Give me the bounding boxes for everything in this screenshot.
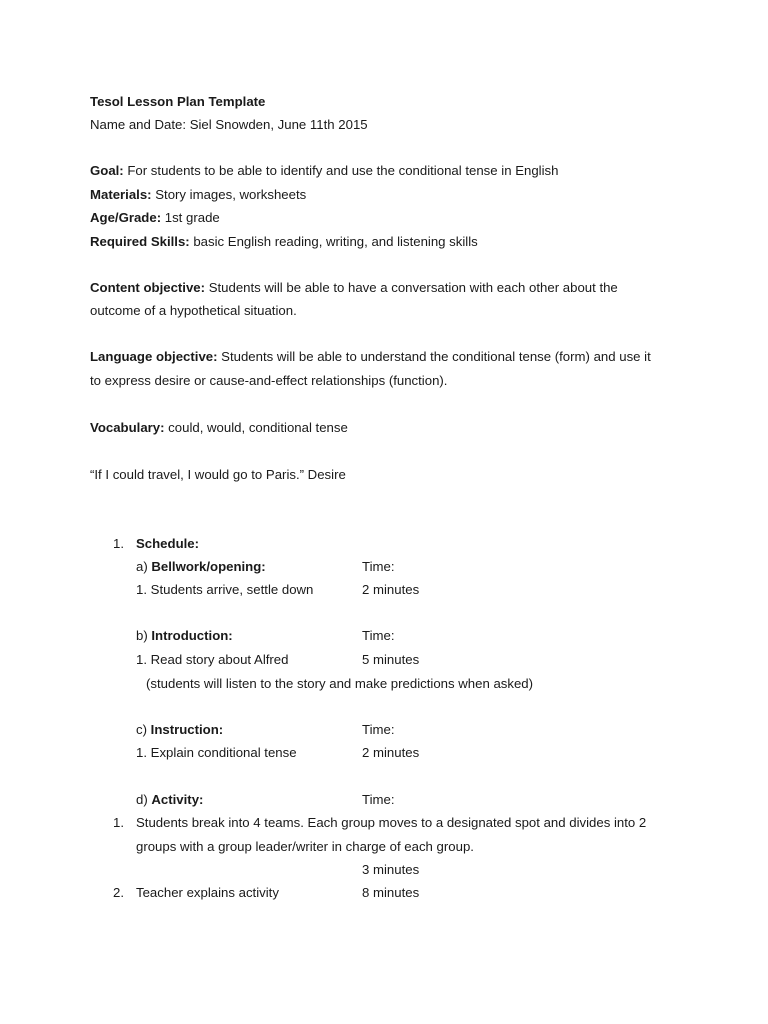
introduction-note: (students will listen to the story and make predictions when asked) bbox=[146, 676, 534, 691]
activity-item-text: Students break into 4 teams. Each group moves to a designated spot and divides into 2 bbox=[136, 815, 647, 830]
bellwork-time-label: Time: bbox=[362, 559, 395, 574]
materials-label: Materials: bbox=[90, 187, 152, 202]
bellwork-label: Bellwork/opening: bbox=[151, 559, 266, 574]
activity-letter: d) bbox=[136, 792, 152, 807]
instruction-heading bbox=[136, 722, 223, 738]
materials-text: Story images, worksheets bbox=[151, 187, 307, 202]
language-objective-label: Language objective: bbox=[90, 349, 218, 364]
document-title: Tesol Lesson Plan Template bbox=[90, 94, 266, 109]
age-grade-label: Age/Grade: bbox=[90, 210, 162, 225]
content-objective-text: Students will be able to have a conversation with each other about the bbox=[205, 280, 618, 295]
materials-line bbox=[90, 187, 306, 203]
activity-item-text-continuation: groups with a group leader/writer in charge of each group. bbox=[136, 839, 474, 854]
bellwork-heading bbox=[136, 559, 266, 575]
age-grade-line bbox=[90, 210, 220, 226]
activity-label: Activity: bbox=[151, 792, 204, 807]
goal-line bbox=[90, 163, 558, 179]
language-objective-text: Students will be able to understand the conditional tense (form) and use it bbox=[217, 349, 651, 364]
activity-item-time: 8 minutes bbox=[362, 885, 420, 900]
activity-item-number: 1. bbox=[113, 815, 124, 830]
required-skills-line bbox=[90, 234, 478, 250]
language-objective-continuation: to express desire or cause-and-effect relationships (function). bbox=[90, 373, 448, 388]
instruction-step: 1. Explain conditional tense bbox=[136, 745, 297, 760]
required-skills-label: Required Skills: bbox=[90, 234, 190, 249]
instruction-label: Instruction: bbox=[150, 722, 224, 737]
example-quote: “If I could travel, I would go to Paris.” Desire bbox=[90, 467, 346, 482]
activity-item-number: 2. bbox=[113, 885, 124, 900]
content-objective-label: Content objective: bbox=[90, 280, 206, 295]
instruction-letter: c) bbox=[136, 722, 151, 737]
bellwork-letter: a) bbox=[136, 559, 152, 574]
bellwork-time: 2 minutes bbox=[362, 582, 420, 597]
introduction-letter: b) bbox=[136, 628, 152, 643]
required-skills-text: basic English reading, writing, and listening skills bbox=[189, 234, 478, 249]
schedule-number: 1. bbox=[113, 536, 124, 551]
introduction-label: Introduction: bbox=[151, 628, 233, 643]
age-grade-text: 1st grade bbox=[161, 210, 220, 225]
introduction-step: 1. Read story about Alfred bbox=[136, 652, 289, 667]
vocabulary-line bbox=[90, 420, 348, 436]
introduction-heading bbox=[136, 628, 233, 644]
activity-time-label: Time: bbox=[362, 792, 395, 807]
schedule-heading: Schedule: bbox=[136, 536, 200, 551]
language-objective-line bbox=[90, 349, 651, 365]
goal-label: Goal: bbox=[90, 163, 124, 178]
introduction-time-label: Time: bbox=[362, 628, 395, 643]
content-objective-line bbox=[90, 280, 618, 296]
content-objective-continuation: outcome of a hypothetical situation. bbox=[90, 303, 297, 318]
vocabulary-text: could, would, conditional tense bbox=[164, 420, 348, 435]
name-and-date: Name and Date: Siel Snowden, June 11th 2015 bbox=[90, 117, 368, 132]
introduction-time: 5 minutes bbox=[362, 652, 420, 667]
activity-heading bbox=[136, 792, 203, 808]
instruction-time-label: Time: bbox=[362, 722, 395, 737]
activity-item-text: Teacher explains activity bbox=[136, 885, 279, 900]
instruction-time: 2 minutes bbox=[362, 745, 420, 760]
bellwork-step: 1. Students arrive, settle down bbox=[136, 582, 314, 597]
vocabulary-label: Vocabulary: bbox=[90, 420, 165, 435]
goal-text: For students to be able to identify and use the conditional tense in English bbox=[123, 163, 559, 178]
activity-item-time: 3 minutes bbox=[362, 862, 420, 877]
